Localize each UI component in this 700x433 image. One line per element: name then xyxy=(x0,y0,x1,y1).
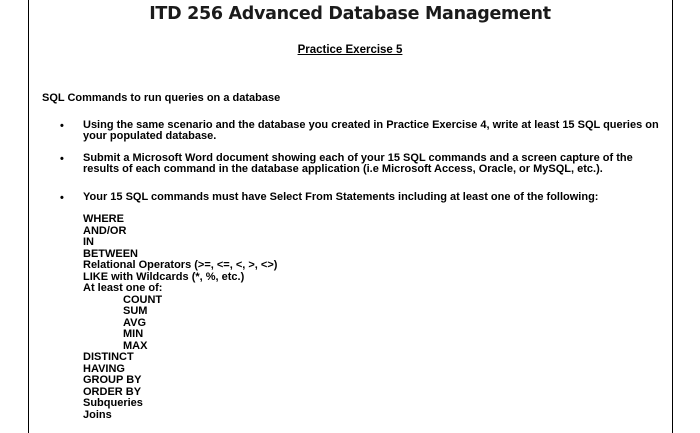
list-item: IN xyxy=(83,236,94,248)
bullet-text-2: Submit a Microsoft Word document showing each of your 15 SQL commands and a screen capture of the results of each command in the database application (i.e Microsoft Access, Oracle, or MySQL, etc.). xyxy=(83,152,633,175)
bullet-marker-2: • xyxy=(60,153,64,165)
list-item: AND/OR xyxy=(83,224,127,237)
document-subtitle: Practice Exercise 5 xyxy=(297,44,403,56)
list-item: At least one of: xyxy=(83,282,163,294)
list-item: ORDER BY xyxy=(83,385,142,398)
section-heading: SQL Commands to run queries on a database xyxy=(42,92,281,104)
bullet-text-1: Using the same scenario and the database you created in Practice Exercise 4, write at least 15 SQL queries on your populated database. xyxy=(83,119,659,142)
page-border-right xyxy=(672,0,673,433)
list-item: GROUP BY xyxy=(83,374,142,386)
bullet-marker-3: • xyxy=(60,192,64,204)
document-title: ITD 256 Advanced Database Management xyxy=(149,4,551,24)
list-item: MIN xyxy=(123,328,144,340)
list-item: LIKE with Wildcards (*, %, etc.) xyxy=(83,270,245,283)
bullet-text-3: Your 15 SQL commands must have Select From Statements including at least one of the following: xyxy=(83,191,599,203)
list-item: Joins xyxy=(83,408,112,421)
list-item: AVG xyxy=(123,316,147,329)
page-border-left xyxy=(28,0,29,433)
list-item: WHERE xyxy=(83,213,124,225)
bullet-marker-1: • xyxy=(60,120,64,132)
list-item: HAVING xyxy=(83,362,125,375)
list-item: COUNT xyxy=(123,293,163,306)
list-item: Subqueries xyxy=(83,397,143,409)
list-item: MAX xyxy=(123,339,148,352)
sql-command-list xyxy=(83,214,277,421)
list-item: BETWEEN xyxy=(83,247,138,260)
list-item: Relational Operators (>=, <=, <, >, <>) xyxy=(83,259,278,271)
list-item: SUM xyxy=(123,305,148,317)
list-item: DISTINCT xyxy=(83,351,134,363)
